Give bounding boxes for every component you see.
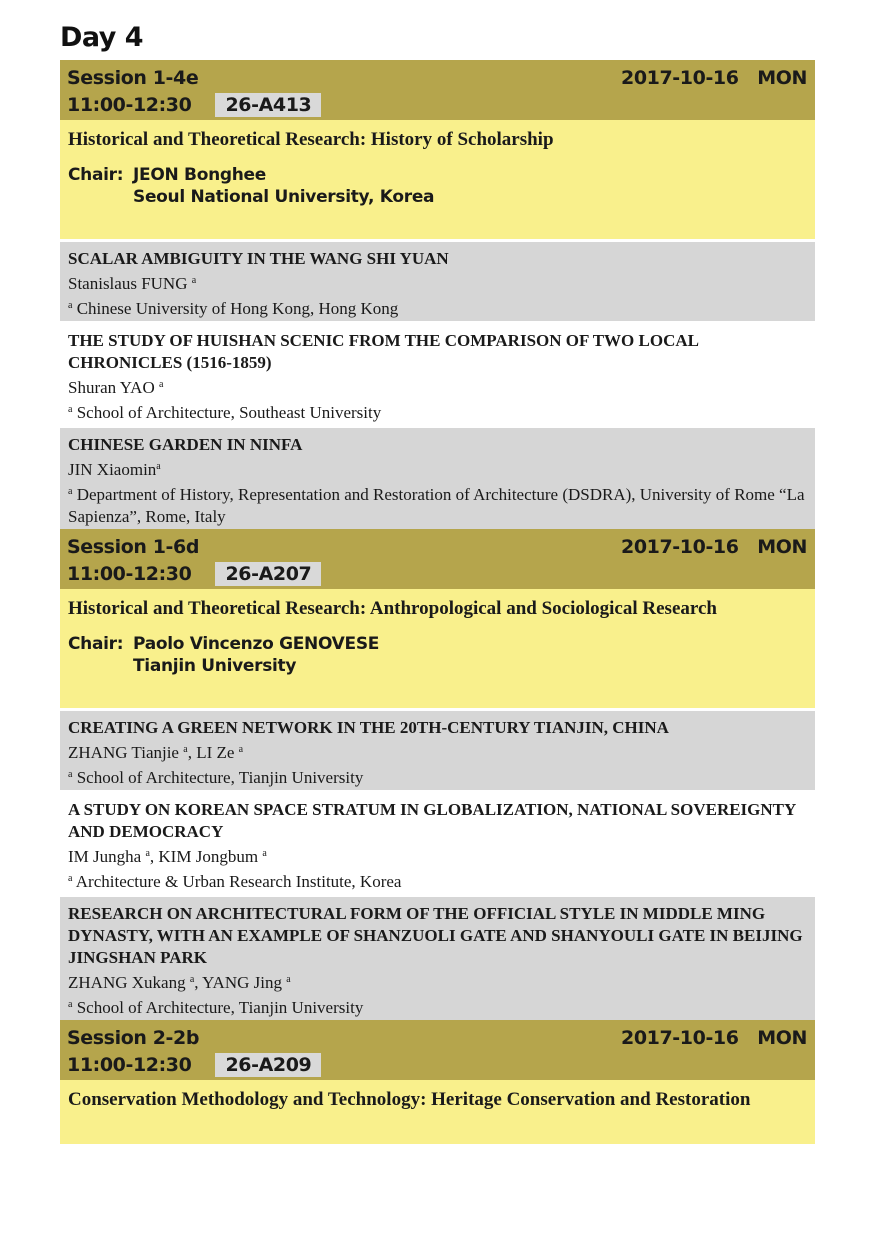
session-weekday: MON	[757, 536, 807, 558]
paper-authors: ZHANG Tianjie $^a$, LI Ze $^a$	[68, 743, 244, 762]
session-date: 2017-10-16	[621, 1027, 739, 1049]
session-date: 2017-10-16	[621, 536, 739, 558]
paper-title: A STUDY ON KOREAN SPACE STRATUM IN GLOBALIZATION, NATIONAL SOVEREIGNTY AND DEMOCRACY	[68, 800, 796, 841]
paper-item	[60, 324, 815, 425]
session-room: 26-A207	[215, 562, 321, 586]
chair-label: Chair:	[68, 165, 124, 185]
session-header	[60, 60, 815, 120]
chair-affiliation: Seoul National University, Korea	[133, 187, 435, 207]
paper-authors: JIN Xiaomin$^a$	[68, 460, 161, 479]
paper-item	[60, 897, 815, 1020]
chair-affiliation: Tianjin University	[133, 656, 297, 676]
session-code: Session 1-4e	[67, 67, 199, 89]
session-time: 11:00-12:30	[67, 1054, 192, 1076]
program	[60, 60, 815, 1144]
paper-affiliation: $^a$ Chinese University of Hong Kong, Hong Kong	[68, 299, 399, 318]
session-time: 11:00-12:30	[67, 94, 192, 116]
session-time: 11:00-12:30	[67, 563, 192, 585]
paper-affiliation: $^a$ School of Architecture, Tianjin University	[68, 768, 364, 787]
paper-affiliation: $^a$ Architecture & Urban Research Institute, Korea	[68, 872, 402, 891]
paper-title: CREATING A GREEN NETWORK IN THE 20TH-CENTURY TIANJIN, CHINA	[68, 718, 669, 737]
session-code: Session 2-2b	[67, 1027, 200, 1049]
theme-title: Historical and Theoretical Research: History of Scholarship	[68, 129, 554, 150]
chair-block	[68, 633, 807, 677]
session-code: Session 1-6d	[67, 536, 200, 558]
session-theme	[60, 589, 815, 708]
session-date: 2017-10-16	[621, 67, 739, 89]
session-weekday: MON	[757, 1027, 807, 1049]
paper-affiliation: $^a$ School of Architecture, Tianjin University	[68, 998, 364, 1017]
session-datetime	[621, 535, 807, 559]
session-room: 26-A413	[215, 93, 321, 117]
paper-title: THE STUDY OF HUISHAN SCENIC FROM THE COMPARISON OF TWO LOCAL CHRONICLES (1516-1859)	[68, 331, 699, 372]
chair-block	[68, 164, 807, 208]
session-datetime	[621, 66, 807, 90]
paper-affiliation: $^a$ School of Architecture, Southeast University	[68, 403, 382, 422]
paper-item	[60, 428, 815, 529]
paper-item	[60, 242, 815, 321]
session-theme	[60, 120, 815, 239]
session-theme	[60, 1080, 815, 1144]
paper-title: SCALAR AMBIGUITY IN THE WANG SHI YUAN	[68, 249, 449, 268]
session-weekday: MON	[757, 67, 807, 89]
paper-item	[60, 793, 815, 894]
session-room: 26-A209	[215, 1053, 321, 1077]
chair-label: Chair:	[68, 634, 124, 654]
session-header	[60, 1020, 815, 1080]
paper-authors: Stanislaus FUNG $^a$	[68, 274, 197, 293]
paper-item	[60, 711, 815, 790]
session-datetime	[621, 1026, 807, 1050]
theme-title: Conservation Methodology and Technology: Heritage Conservation and Restoration	[68, 1089, 751, 1110]
paper-title: RESEARCH ON ARCHITECTURAL FORM OF THE OFFICIAL STYLE IN MIDDLE MING DYNASTY, WITH AN EXAMPLE OF SHANZUOLI GATE AND SHANYOULI GATE IN BEIJING JINGSHAN PARK	[68, 904, 803, 967]
chair-name: Paolo Vincenzo GENOVESE	[133, 634, 380, 654]
paper-authors: IM Jungha $^a$, KIM Jongbum $^a$	[68, 847, 267, 866]
paper-authors: ZHANG Xukang $^a$, YANG Jing $^a$	[68, 973, 291, 992]
day-title: Day 4	[60, 22, 144, 53]
paper-title: CHINESE GARDEN IN NINFA	[68, 435, 303, 454]
paper-affiliation: $^a$ Department of History, Representation and Restoration of Architecture (DSDRA), University of Rome “La Sapienza”, Rome, Italy	[68, 485, 805, 526]
chair-name: JEON Bonghee	[133, 165, 267, 185]
theme-title: Historical and Theoretical Research: Anthropological and Sociological Research	[68, 598, 717, 619]
paper-authors: Shuran YAO $^a$	[68, 378, 164, 397]
session-header	[60, 529, 815, 589]
